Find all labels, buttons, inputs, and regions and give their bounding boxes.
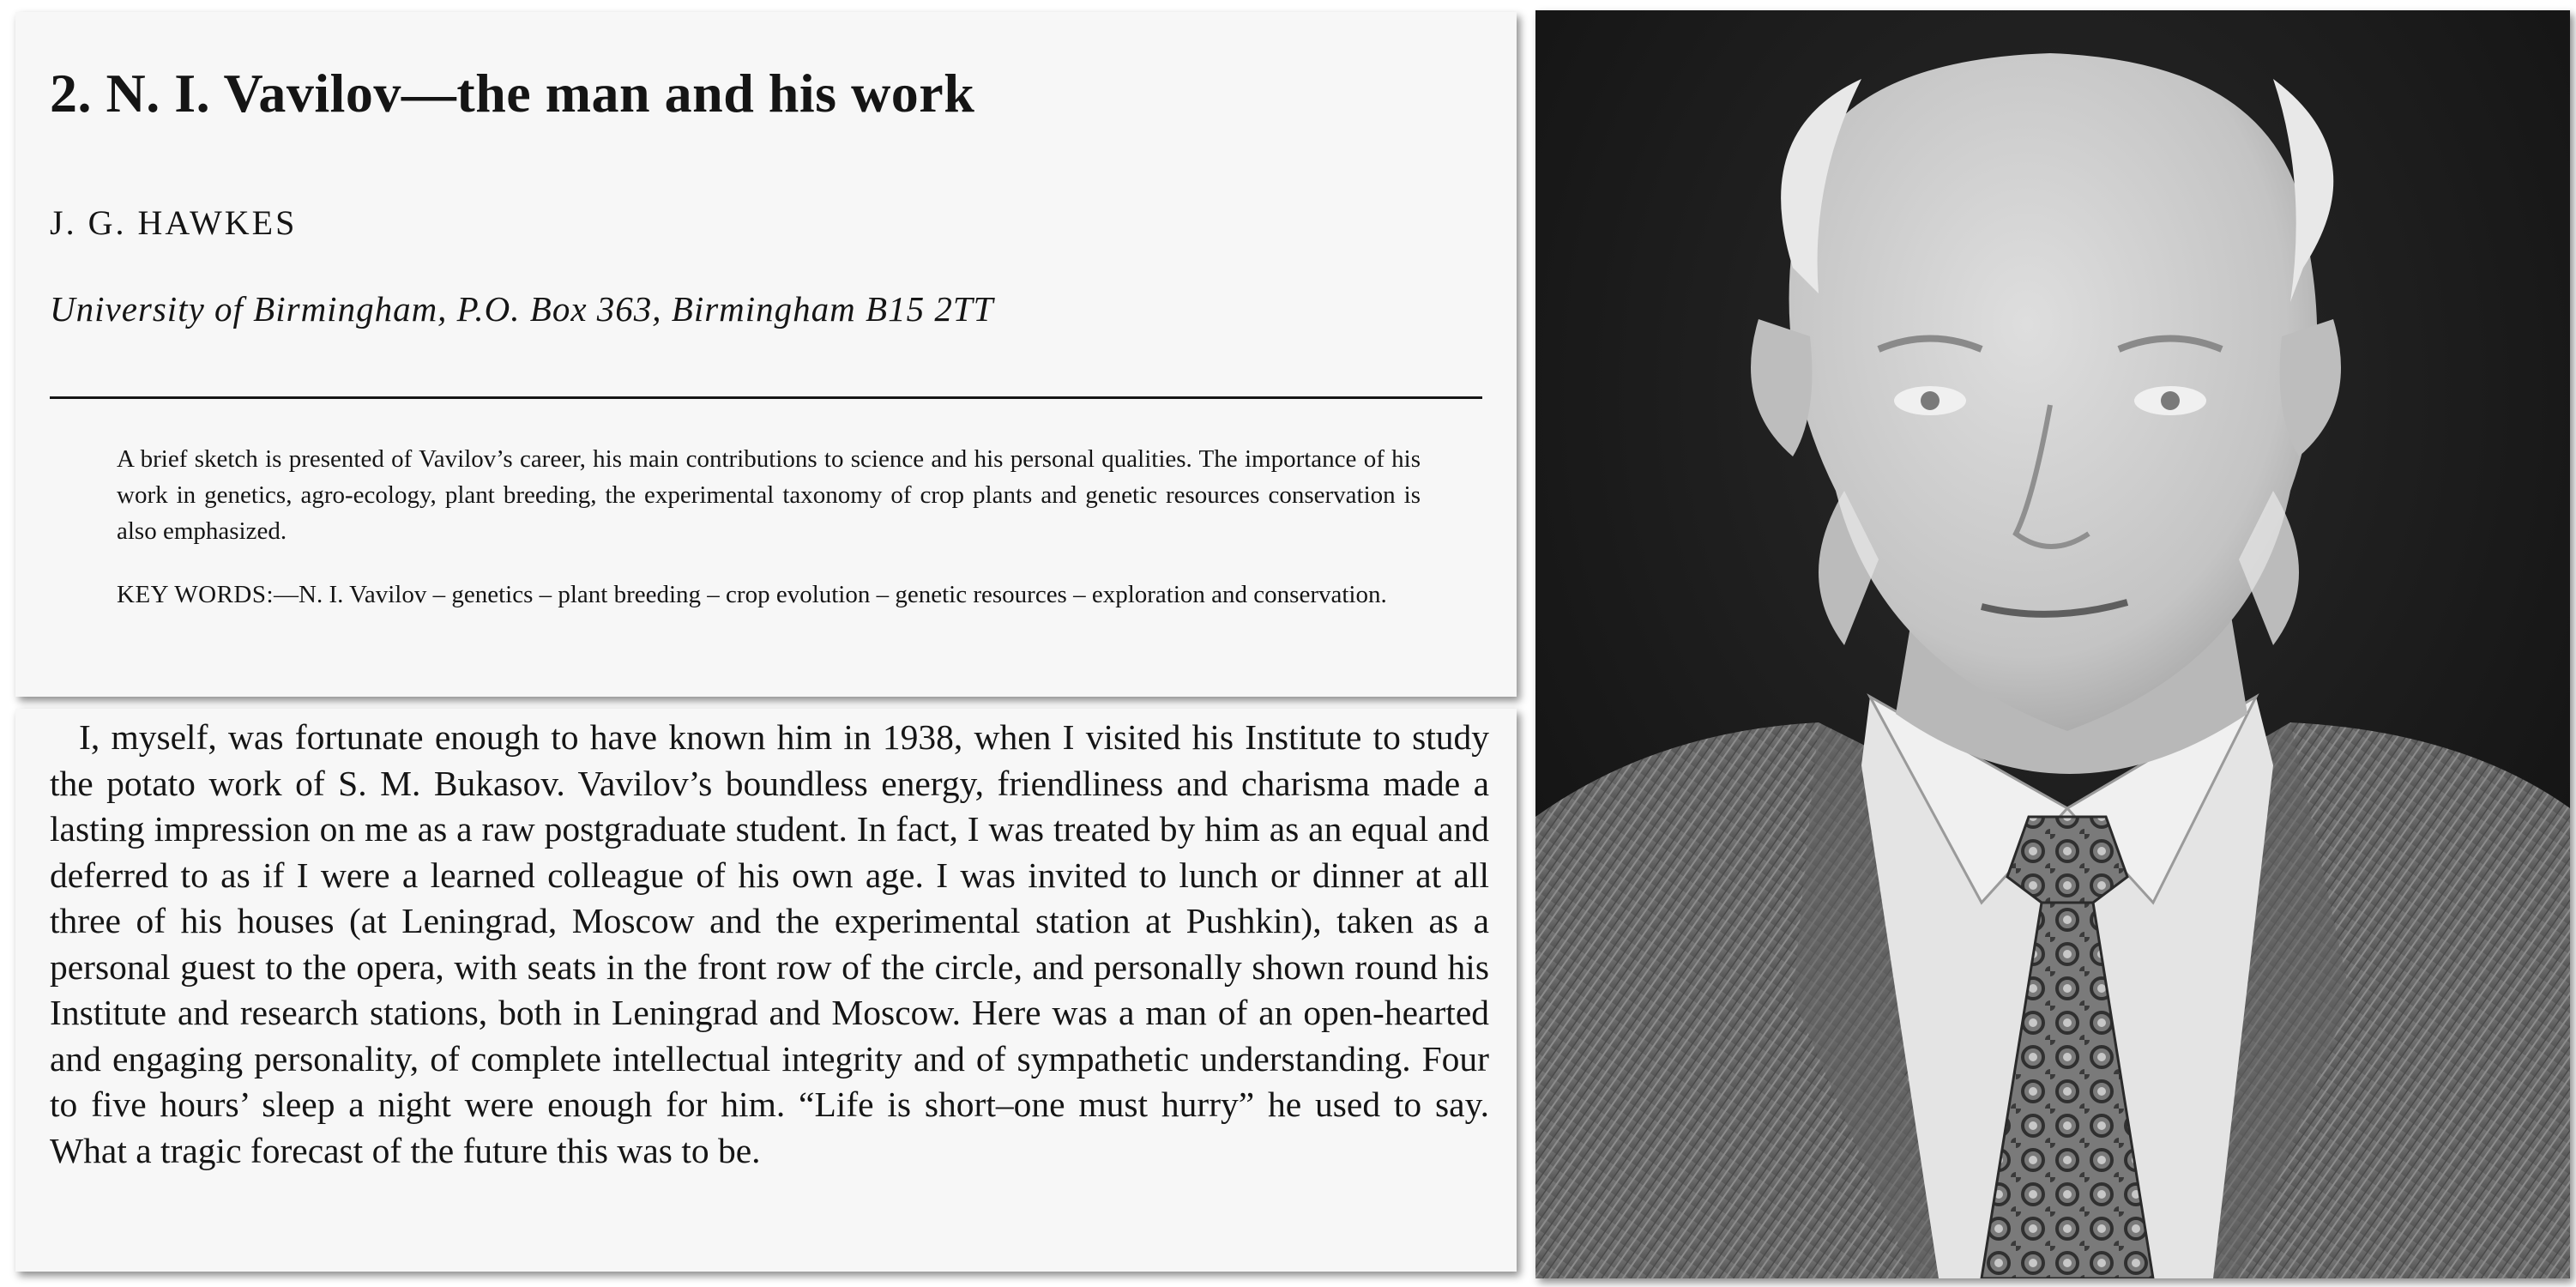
article-keywords bbox=[117, 577, 1421, 613]
article-title: 2. N. I. Vavilov—the man and his work bbox=[50, 63, 975, 124]
header-divider bbox=[50, 396, 1482, 399]
article-header-clipping bbox=[15, 12, 1517, 697]
portrait-photo bbox=[1535, 10, 2570, 1278]
portrait-illustration bbox=[1535, 10, 2570, 1278]
excerpt-paragraph: I, myself, was fortunate enough to have known him in 1938, when I visited his Institute to study the potato work of S. M. Bukasov. Vavilov’s boundless energy, friendliness and charisma made a lasting impression on me as a raw postgraduate student. In fact, I was treated by him as an equal and deferred to as if I were a learned colleague of his own age. I was invited to lunch or dinner at all three of his houses (at Leningrad, Moscow and the experimental station at Pushkin), taken as a personal guest to the opera, with seats in the front row of the circle, and personally shown round his Institute and research stations, both in Leningrad and Moscow. Here was a man of an open-hearted and engaging personality, of complete intellectual integrity and of sympathetic understanding. Four to five hours’ sleep a night were enough for him. “Life is short–one must hurry” he used to say. What a tragic forecast of the future this was to be. bbox=[50, 717, 1489, 1170]
keywords-label: KEY WORDS: bbox=[117, 581, 274, 608]
keywords-text: —N. I. Vavilov – genetics – plant breeding – crop evolution – genetic resources – exploration and conservation. bbox=[274, 581, 1387, 608]
article-excerpt-clipping bbox=[15, 709, 1517, 1272]
article-abstract: A brief sketch is presented of Vavilov’s career, his main contributions to science and his personal qualities. The importance of his work in genetics, agro-ecology, plant breeding, the experimental taxonomy of crop plants and genetic resources conservation is also emphasized. bbox=[117, 445, 1421, 545]
article-author: J. G. HAWKES bbox=[50, 203, 298, 242]
author-affiliation: University of Birmingham, P.O. Box 363, Birmingham B15 2TT bbox=[50, 289, 994, 329]
